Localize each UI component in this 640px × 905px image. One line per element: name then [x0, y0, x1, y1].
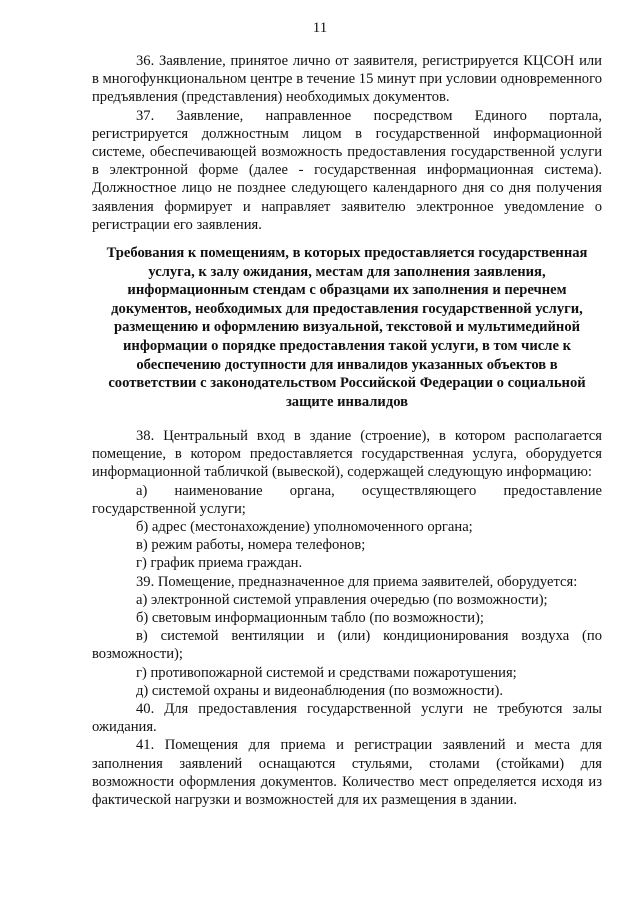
list-item-38c: в) режим работы, номера телефонов; [136, 537, 366, 554]
paragraph-36: 36. Заявление, принятое лично от заявителя, регистрируется КЦСОН или в многофункциональном центре в течение 15 минут при условии одновременного предъявления (представления) необходимых документов. [92, 53, 602, 106]
paragraph-39: 39. Помещение, предназначенное для приема заявителей, оборудуется: [136, 573, 578, 590]
paragraph-41: 41. Помещения для приема и регистрации заявлений и места для заполнения заявлений оснащаются стульями, столами (стойками) для возможности оформления документов. Количество мест определяется исходя из фактической нагрузки и возможностей для их размещения в здании. [92, 737, 602, 809]
list-item-38b: б) адрес (местонахождение) уполномоченного органа; [136, 519, 473, 536]
page-number: 11 [312, 20, 328, 36]
list-item-38d: г) график приема граждан. [136, 555, 303, 572]
list-item-39d: г) противопожарной системой и средствами пожаротушения; [136, 664, 517, 681]
paragraph-40: 40. Для предоставления государственной услуги не требуются залы ожидания. [92, 701, 602, 736]
list-item-39e: д) системой охраны и видеонаблюдения (по возможности). [136, 682, 504, 699]
list-item-39b: б) световым информационным табло (по возможности); [136, 610, 484, 627]
paragraph-37: 37. Заявление, направленное посредством Единого портала, регистрируется должностным лицом в государственной информационной системе, обеспечивающей возможность предоставления государственной услуги в электронной форме (далее - государственная информационная система). Должностное лицо не позднее следующего календарного дня со дня получения заявления формирует и направляет заявителю электронное уведомление о регистрации его заявления. [92, 107, 602, 233]
list-item-39a: а) электронной системой управления очередью (по возможности); [136, 591, 548, 608]
list-item-39c: в) системой вентиляции и (или) кондиционирования воздуха (по возможности); [92, 628, 602, 663]
text-block-bottom [92, 427, 602, 809]
text-block-top [92, 52, 602, 234]
paragraph-38: 38. Центральный вход в здание (строение), в котором располагается помещение, в котором предоставляется государственная услуга, оборудуется информационной табличкой (вывеской), содержащей следующую информацию: [92, 428, 602, 481]
list-item-38a: а) наименование органа, осуществляющего предоставление государственной услуги; [92, 482, 602, 517]
section-heading: Требования к помещениям, в которых предоставляется государственная услуга, к залу ожидания, местам для заполнения заявления, информационным стендам с образцами их заполнения и перечнем документов, необходимых для предоставления государственной услуги, размещению и оформлению визуальной, текстовой и мультимедийной информации о порядке предоставления такой услуги, в том числе к обеспечению доступности для инвалидов указанных объектов в соответствии с законодательством Российской Федерации о социальной защите инвалидов [106, 245, 588, 410]
